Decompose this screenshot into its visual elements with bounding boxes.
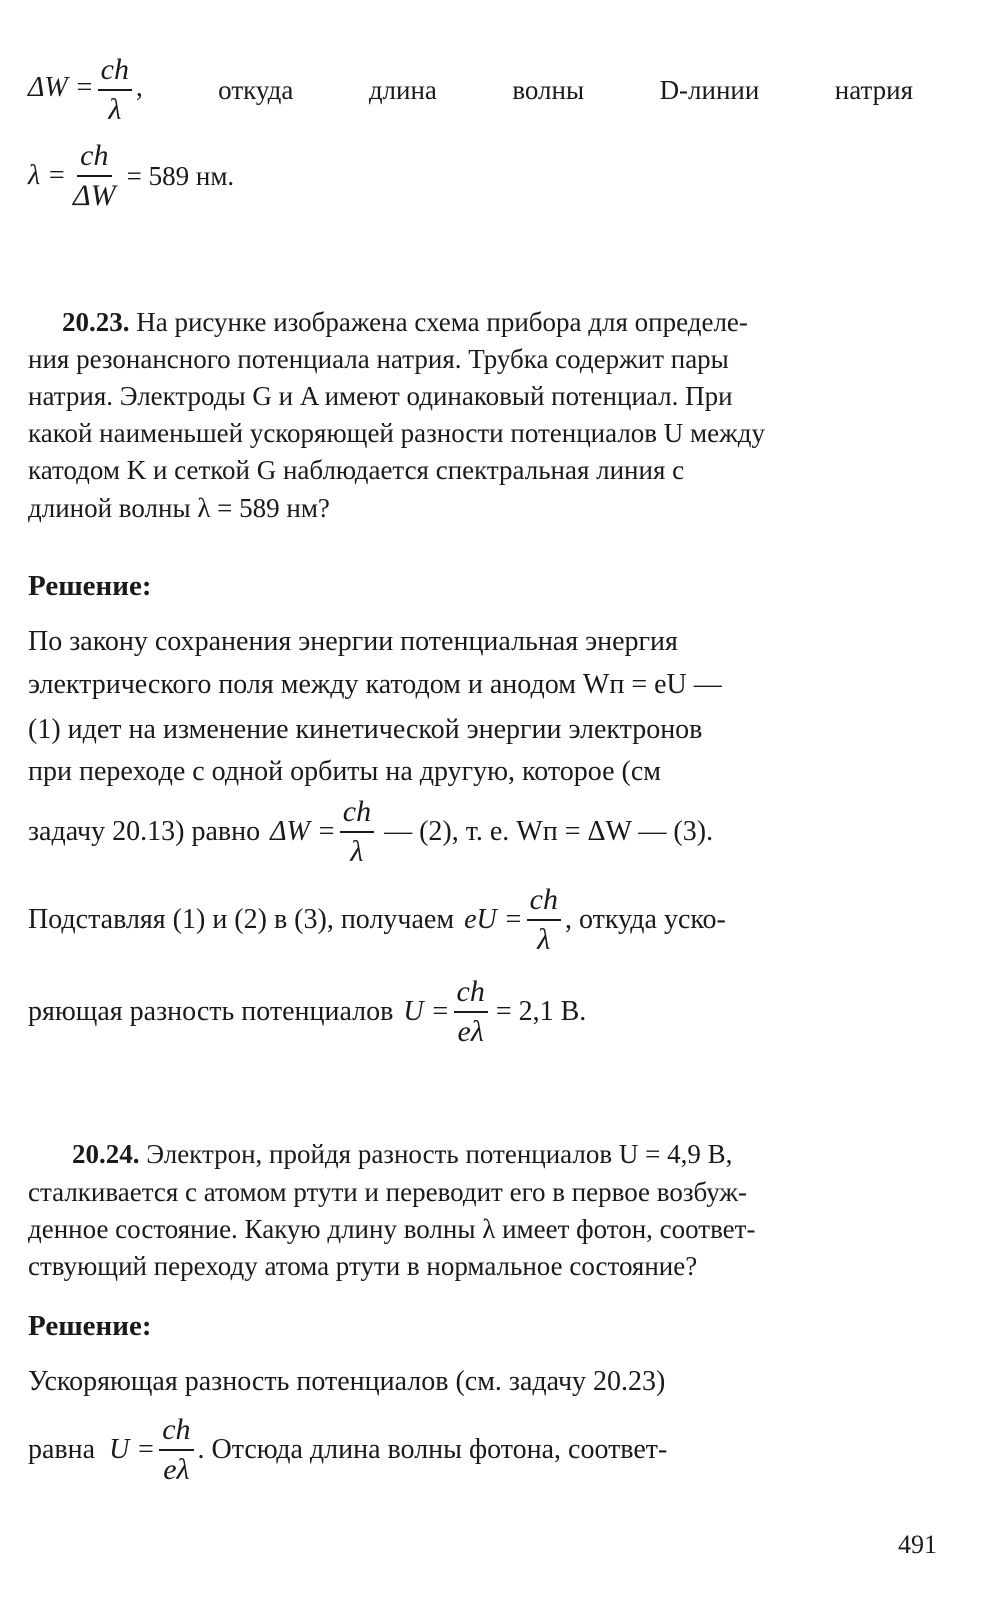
word: длина [368,75,437,105]
formula-tail: , [135,72,143,103]
text: Подставляя (1) и (2) в (3), получаем [28,904,455,935]
solution-line: (1) идет на изменение кинетической энергии электронов [28,714,703,745]
page-number: 491 [898,1530,937,1559]
fraction-numerator: ch [159,1415,193,1451]
problem-20-23-line: катодом K и сеткой G наблюдается спектральная линия с [28,455,685,485]
formula-tail: = 589 нм. [126,161,235,191]
problem-20-23-line: натрия. Электроды G и A имеют одинаковый потенциал. При [28,381,733,411]
text: , откуда уско- [564,904,726,935]
fraction-numerator: ch [340,797,374,833]
word: волны [512,75,585,105]
text: Электрон, пройдя разность потенциалов U = 4,9 В, [146,1139,733,1169]
solution-line-formula [28,1408,913,1492]
problem-20-24-line: денное состояние. Какую длину волны λ имеет фотон, соответ- [28,1214,756,1244]
text: задачу 20.13) равно [28,816,261,847]
fraction [527,885,561,955]
solution-line: при переходе с одной орбиты на другую, которое (см [28,756,661,787]
solution-line-formula [28,878,913,962]
fraction-denominator: λ [537,923,551,956]
word: натрия [834,75,913,105]
fraction [159,1415,193,1485]
fraction-denominator: eλ [457,1015,484,1048]
formula-lhs: eU = [464,904,523,935]
problem-20-24-line [72,1136,913,1172]
formula-lhs: U = [403,996,450,1027]
text: — (2), т. е. Wп = ΔW — (3). [384,816,714,847]
solution-line: Ускоряющая разность потенциалов (см. задачу 20.23) [28,1366,666,1397]
solution-heading: Решение: [28,570,152,602]
word: D-линии [659,75,760,105]
fraction [70,141,119,211]
problem-20-24-line: ствующий переходу атома ртути в нормальное состояние? [28,1251,698,1281]
problem-20-23-line [62,304,913,340]
fraction-denominator: ΔW [73,179,116,212]
formula-line-1 [28,50,913,130]
formula-lhs: λ = [28,160,67,191]
text: = 2,1 В. [495,996,587,1027]
solution-heading: Решение: [28,1310,152,1342]
word: откуда [218,75,294,105]
problem-number: 20.24. [72,1139,140,1169]
text: . Отсюда длина волны фотона, соответ- [197,1434,668,1465]
formula-lhs: ΔW = [28,72,94,104]
fraction-numerator: ch [98,55,132,91]
formula-delta-w [28,55,143,125]
fraction [340,797,374,867]
problem-20-23-line: какой наименьшей ускоряющей разности потенциалов U между [28,418,766,448]
problem-20-24-line: сталкивается с атомом ртути и переводит его в первое возбуж- [28,1177,748,1207]
text: ряющая разность потенциалов [28,996,394,1027]
problem-20-23-line: длиной волны λ = 589 нм? [28,493,330,523]
solution-line-formula [28,970,913,1054]
solution-line: По закону сохранения энергии потенциальная энергия [28,626,678,657]
problem-number: 20.23. [62,307,130,337]
solution-line: электрического поля между катодом и анодом Wп = eU — [28,669,722,700]
fraction-numerator: ch [454,977,488,1013]
formula-lhs: ΔW = [270,816,336,847]
fraction-denominator: λ [108,93,122,126]
formula-lhs: U = [109,1434,156,1465]
fraction-numerator: ch [77,141,111,177]
solution-line-formula [28,790,913,874]
fraction-numerator: ch [527,885,561,921]
problem-20-23-line: ния резонансного потенциала натрия. Трубка содержит пары [28,344,729,374]
text: равна [28,1434,96,1465]
fraction [98,55,132,125]
fraction-denominator: λ [350,835,364,868]
text: На рисунке изображена схема прибора для определе- [136,307,748,337]
fraction [454,977,488,1047]
fraction-denominator: eλ [163,1453,190,1486]
formula-line-2 [28,136,913,216]
